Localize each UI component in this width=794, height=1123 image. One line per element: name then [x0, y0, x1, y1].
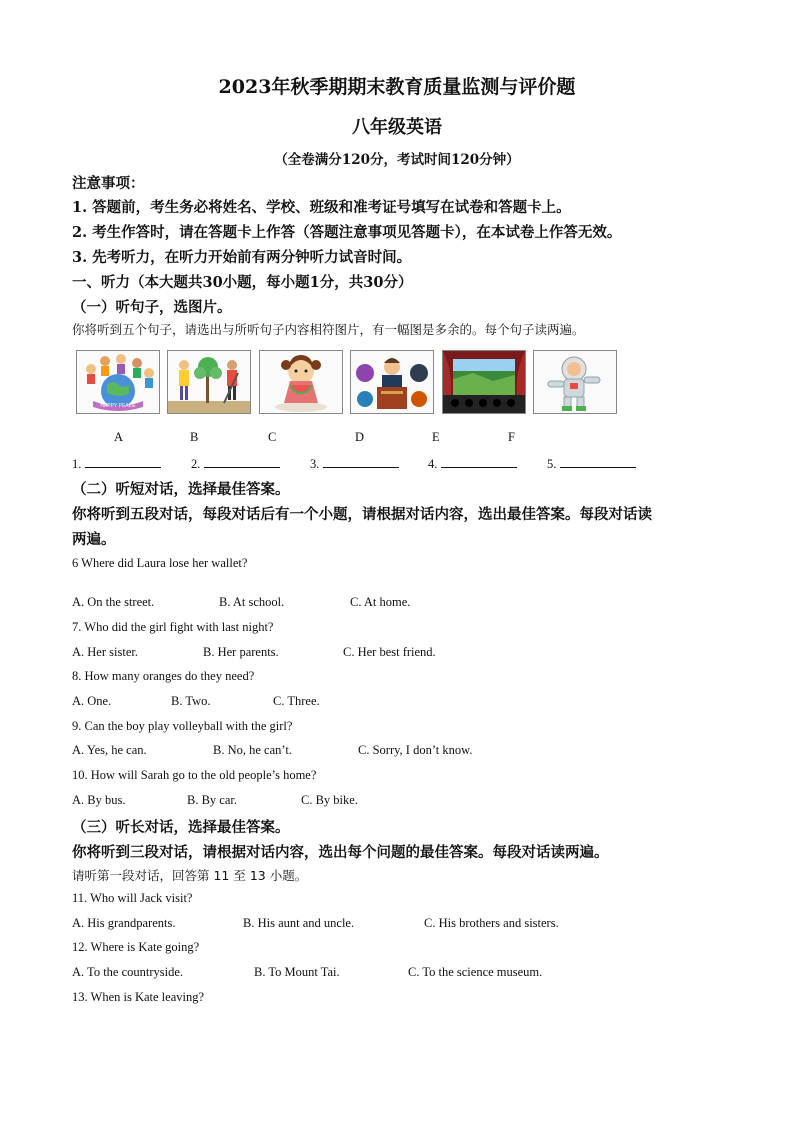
- answer-blank-4[interactable]: 4.: [428, 455, 517, 472]
- option-11c: C. His brothers and sisters.: [424, 916, 559, 930]
- planting-tree-icon: [168, 351, 250, 413]
- notice-heading: 注意事项：: [72, 175, 145, 192]
- option-11a: A. His grandparents.: [72, 916, 176, 930]
- exam-title: 2023年秋季期期末教育质量监测与评价题: [218, 76, 576, 98]
- picture-label-d: D: [355, 430, 365, 444]
- part1-instruction: 你将听到五个句子，请选出与所听句子内容相符图片，有一幅图是多余的。每个句子读两遍。: [72, 322, 585, 337]
- question-10: 10. How will Sarah go to the old people’s home?: [72, 768, 317, 782]
- option-8c: C. Three.: [273, 694, 320, 708]
- picture-label-a: A: [114, 430, 124, 444]
- picture-c: [259, 350, 343, 414]
- part2-title: （二）听短对话，选择最佳答案。: [72, 481, 290, 498]
- section-title: 一、听力（本大题共30小题，每小题1分，共30分）: [72, 274, 413, 291]
- option-8a: A. One.: [72, 694, 112, 708]
- picture-b: [167, 350, 251, 414]
- option-6b: B. At school.: [219, 595, 285, 609]
- answer-blank-5[interactable]: 5.: [547, 455, 636, 472]
- option-12a: A. To the countryside.: [72, 965, 184, 979]
- question-6: 6 Where did Laura lose her wallet?: [72, 556, 248, 570]
- picture-d: [350, 350, 434, 414]
- answer-blank-2[interactable]: 2.: [191, 455, 280, 472]
- option-11b: B. His aunt and uncle.: [243, 916, 355, 930]
- option-7b: B. Her parents.: [203, 645, 279, 659]
- notice-item-2: 2. 考生作答时，请在答题卡上作答（答题注意事项见答题卡），在本试卷上作答无效。: [72, 224, 622, 241]
- option-12b: B. To Mount Tai.: [254, 965, 340, 979]
- part2-instruction-line2: 两遍。: [72, 531, 116, 548]
- speaker-at-podium-icon: [351, 351, 433, 413]
- picture-f: [533, 350, 617, 414]
- exam-subject: 八年级英语: [352, 117, 442, 138]
- answer-blank-3[interactable]: 3.: [310, 455, 399, 472]
- happy-peace-banner: HAPPY PEACE: [100, 403, 136, 409]
- question-8: 8. How many oranges do they need?: [72, 669, 255, 683]
- option-10a: A. By bus.: [72, 793, 126, 807]
- option-9c: C. Sorry, I don’t know.: [358, 743, 473, 757]
- exam-note: （全卷满分120分，考试时间120分钟）: [274, 152, 520, 168]
- notice-item-3: 3. 先考听力，在听力开始前有两分钟听力试音时间。: [72, 249, 412, 266]
- picture-a: [76, 350, 160, 414]
- option-10b: B. By car.: [187, 793, 237, 807]
- part3-instruction: 你将听到三段对话，请根据对话内容，选出每个问题的最佳答案。每段对话读两遍。: [72, 844, 609, 861]
- option-12c: C. To the science museum.: [408, 965, 543, 979]
- answer-blank-1[interactable]: 1.: [72, 455, 161, 472]
- option-9a: A. Yes, he can.: [72, 743, 147, 757]
- part3-sub-instruction: 请听第一段对话，回答第 11 至 13 小题。: [72, 868, 308, 883]
- question-9: 9. Can the boy play volleyball with the girl?: [72, 719, 293, 733]
- picture-label-e: E: [432, 430, 440, 444]
- girl-eating-watermelon-icon: [260, 351, 342, 413]
- option-7c: C. Her best friend.: [343, 645, 436, 659]
- option-10c: C. By bike.: [301, 793, 358, 807]
- astronaut-icon: [534, 351, 616, 413]
- picture-e: [442, 350, 526, 414]
- option-9b: B. No, he can’t.: [213, 743, 292, 757]
- part3-title: （三）听长对话，选择最佳答案。: [72, 819, 290, 836]
- option-7a: A. Her sister.: [72, 645, 138, 659]
- picture-label-c: C: [268, 430, 277, 444]
- picture-label-f: F: [508, 430, 515, 444]
- question-13: 13. When is Kate leaving?: [72, 990, 205, 1004]
- question-7: 7. Who did the girl fight with last night?: [72, 620, 274, 634]
- picture-label-b: B: [190, 430, 199, 444]
- notice-item-1: 1. 答题前，考生务必将姓名、学校、班级和准考证号填写在试卷和答题卡上。: [72, 199, 571, 216]
- option-8b: B. Two.: [171, 694, 211, 708]
- theater-stage-icon: [443, 351, 525, 413]
- option-6a: A. On the street.: [72, 595, 155, 609]
- part2-instruction-line1: 你将听到五段对话，每段对话后有一个小题，请根据对话内容，选出最佳答案。每段对话读: [72, 506, 652, 523]
- part1-title: （一）听句子，选图片。: [72, 299, 232, 316]
- question-12: 12. Where is Kate going?: [72, 940, 200, 954]
- question-11: 11. Who will Jack visit?: [72, 891, 193, 905]
- happy-peace-globe-icon: [77, 351, 159, 413]
- option-6c: C. At home.: [350, 595, 411, 609]
